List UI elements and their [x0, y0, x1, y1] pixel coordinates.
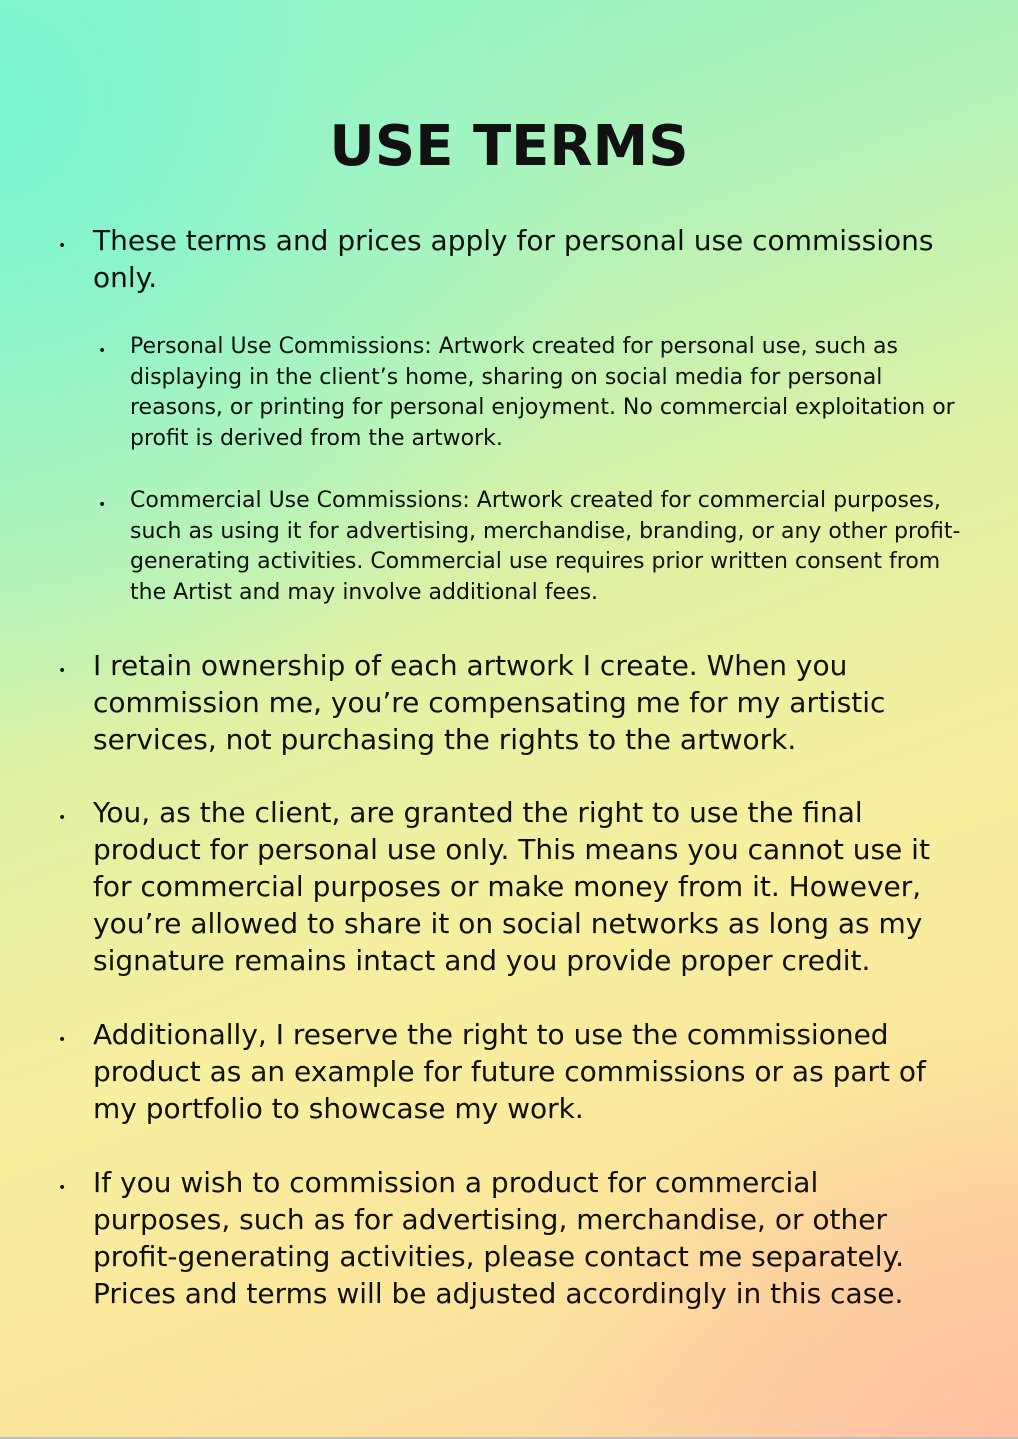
bullet-icon: • — [98, 497, 107, 513]
bullet-icon: • — [58, 663, 67, 679]
bullet-icon: • — [58, 1180, 67, 1196]
list-item-text: You, as the client, are granted the right to use the final product for personal use only. This means you cannot use it for commercial purposes or make money from it. However, you’re allowed to share it on social networks as long as my signature remains intact and you provide proper credit. — [93, 796, 930, 977]
list-item-text: These terms and prices apply for personal use commissions only. — [93, 224, 934, 294]
bullet-icon: • — [98, 343, 107, 359]
list-item-text: Additionally, I reserve the right to use the commissioned product as an example for future commissions or as part of my portfolio to showcase my work. — [93, 1018, 926, 1125]
sub-list-item-text: Personal Use Commissions: Artwork created for personal use, such as displaying in the client’s home, sharing on social media for personal reasons, or printing for personal enjoyment. No commercial exploitation or profit is derived from the artwork. — [130, 334, 955, 451]
bullet-icon: • — [58, 1032, 67, 1048]
bullet-icon: • — [58, 238, 67, 254]
list-item-text: I retain ownership of each artwork I create. When you commission me, you’re compensating me for my artistic services, not purchasing the rights to the artwork. — [93, 649, 886, 756]
list-item-text: If you wish to commission a product for commercial purposes, such as for advertising, merchandise, or other profit-generating activities, please contact me separately. Prices and terms will be adjusted accordingly in this case. — [93, 1166, 904, 1310]
page-title: USE TERMS — [329, 114, 689, 179]
sub-list-item-text: Commercial Use Commissions: Artwork created for commercial purposes, such as using it for advertising, merchandise, branding, or any other profit-generating activities. Commercial use requires prior written consent from the Artist and may involve additional fees. — [130, 488, 961, 605]
bullet-icon: • — [58, 810, 67, 826]
